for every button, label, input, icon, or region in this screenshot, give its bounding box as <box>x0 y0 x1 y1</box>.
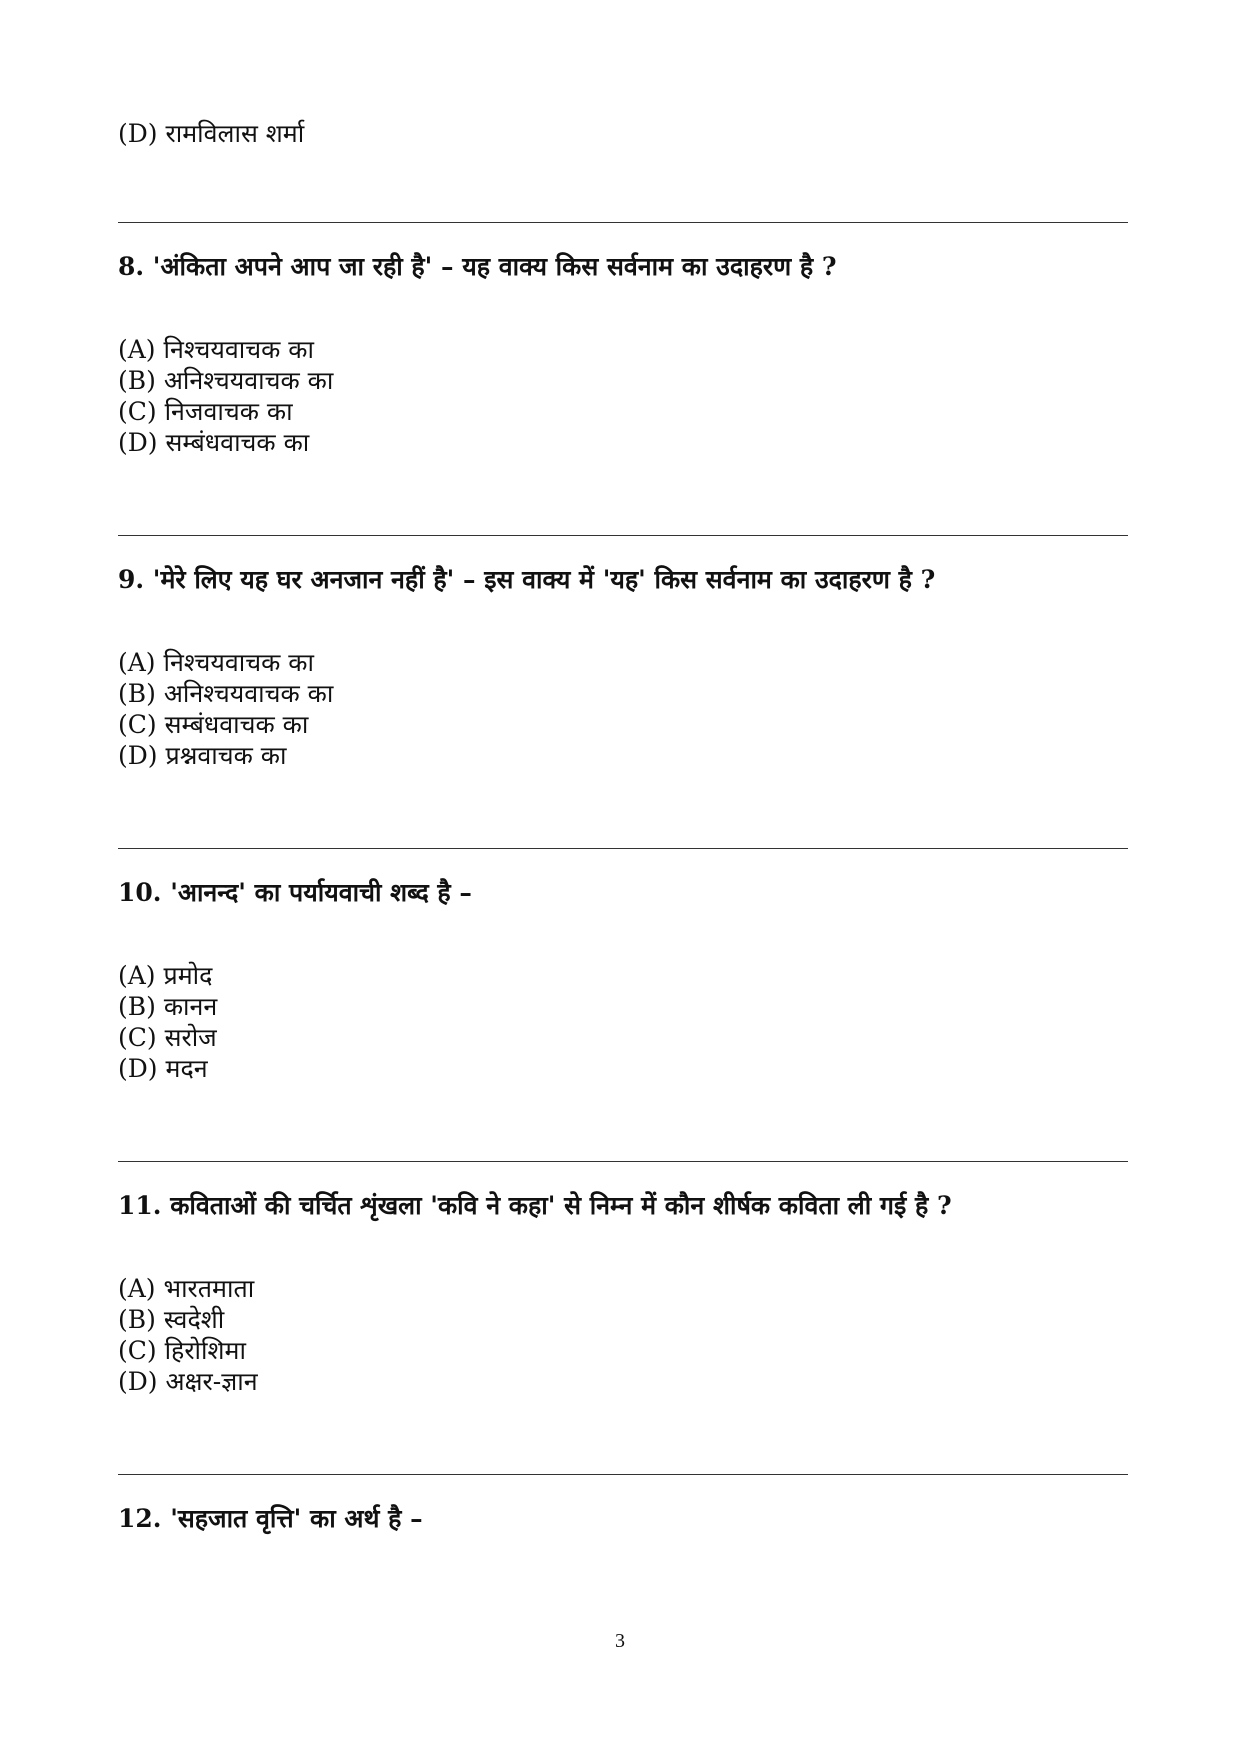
question-9: 9. 'मेरे लिए यह घर अनजान नहीं है' – इस वाक्य में 'यह' किस सर्वनाम का उदाहरण है ? <box>118 565 936 594</box>
option-c: (C) हिरोशिमा <box>118 1336 246 1365</box>
carryover-option-d: (D) रामविलास शर्मा <box>118 119 305 148</box>
option-b: (B) कानन <box>118 992 218 1021</box>
option-a: (A) प्रमोद <box>118 961 213 990</box>
option-a: (A) निश्चयवाचक का <box>118 335 314 364</box>
page-number: 3 <box>615 1630 625 1652</box>
option-a: (A) भारतमाता <box>118 1274 255 1303</box>
option-d: (D) सम्बंधवाचक का <box>118 428 310 457</box>
option-d: (D) अक्षर-ज्ञान <box>118 1367 258 1396</box>
divider <box>118 848 1128 849</box>
option-b: (B) स्वदेशी <box>118 1305 225 1334</box>
question-9-options <box>118 647 1128 771</box>
question-11: 11. कविताओं की चर्चित शृंखला 'कवि ने कहा' से निम्न में कौन शीर्षक कविता ली गई है ? <box>118 1191 952 1220</box>
divider <box>118 222 1128 223</box>
question-10-options <box>118 960 1128 1084</box>
option-b: (B) अनिश्चयवाचक का <box>118 679 334 708</box>
option-c: (C) निजवाचक का <box>118 397 293 426</box>
question-11-options <box>118 1273 1128 1397</box>
option-d: (D) प्रश्नवाचक का <box>118 741 287 770</box>
question-12: 12. 'सहजात वृत्ति' का अर्थ है – <box>118 1504 423 1533</box>
divider <box>118 1474 1128 1475</box>
divider <box>118 1161 1128 1162</box>
option-a: (A) निश्चयवाचक का <box>118 648 314 677</box>
question-8: 8. 'अंकिता अपने आप जा रही है' – यह वाक्य किस सर्वनाम का उदाहरण है ? <box>118 252 837 281</box>
option-b: (B) अनिश्चयवाचक का <box>118 366 334 395</box>
question-10: 10. 'आनन्द' का पर्यायवाची शब्द है – <box>118 878 472 907</box>
option-c: (C) सरोज <box>118 1023 217 1052</box>
divider <box>118 535 1128 536</box>
option-d: (D) मदन <box>118 1054 208 1083</box>
option-c: (C) सम्बंधवाचक का <box>118 710 309 739</box>
question-8-options <box>118 334 1128 458</box>
